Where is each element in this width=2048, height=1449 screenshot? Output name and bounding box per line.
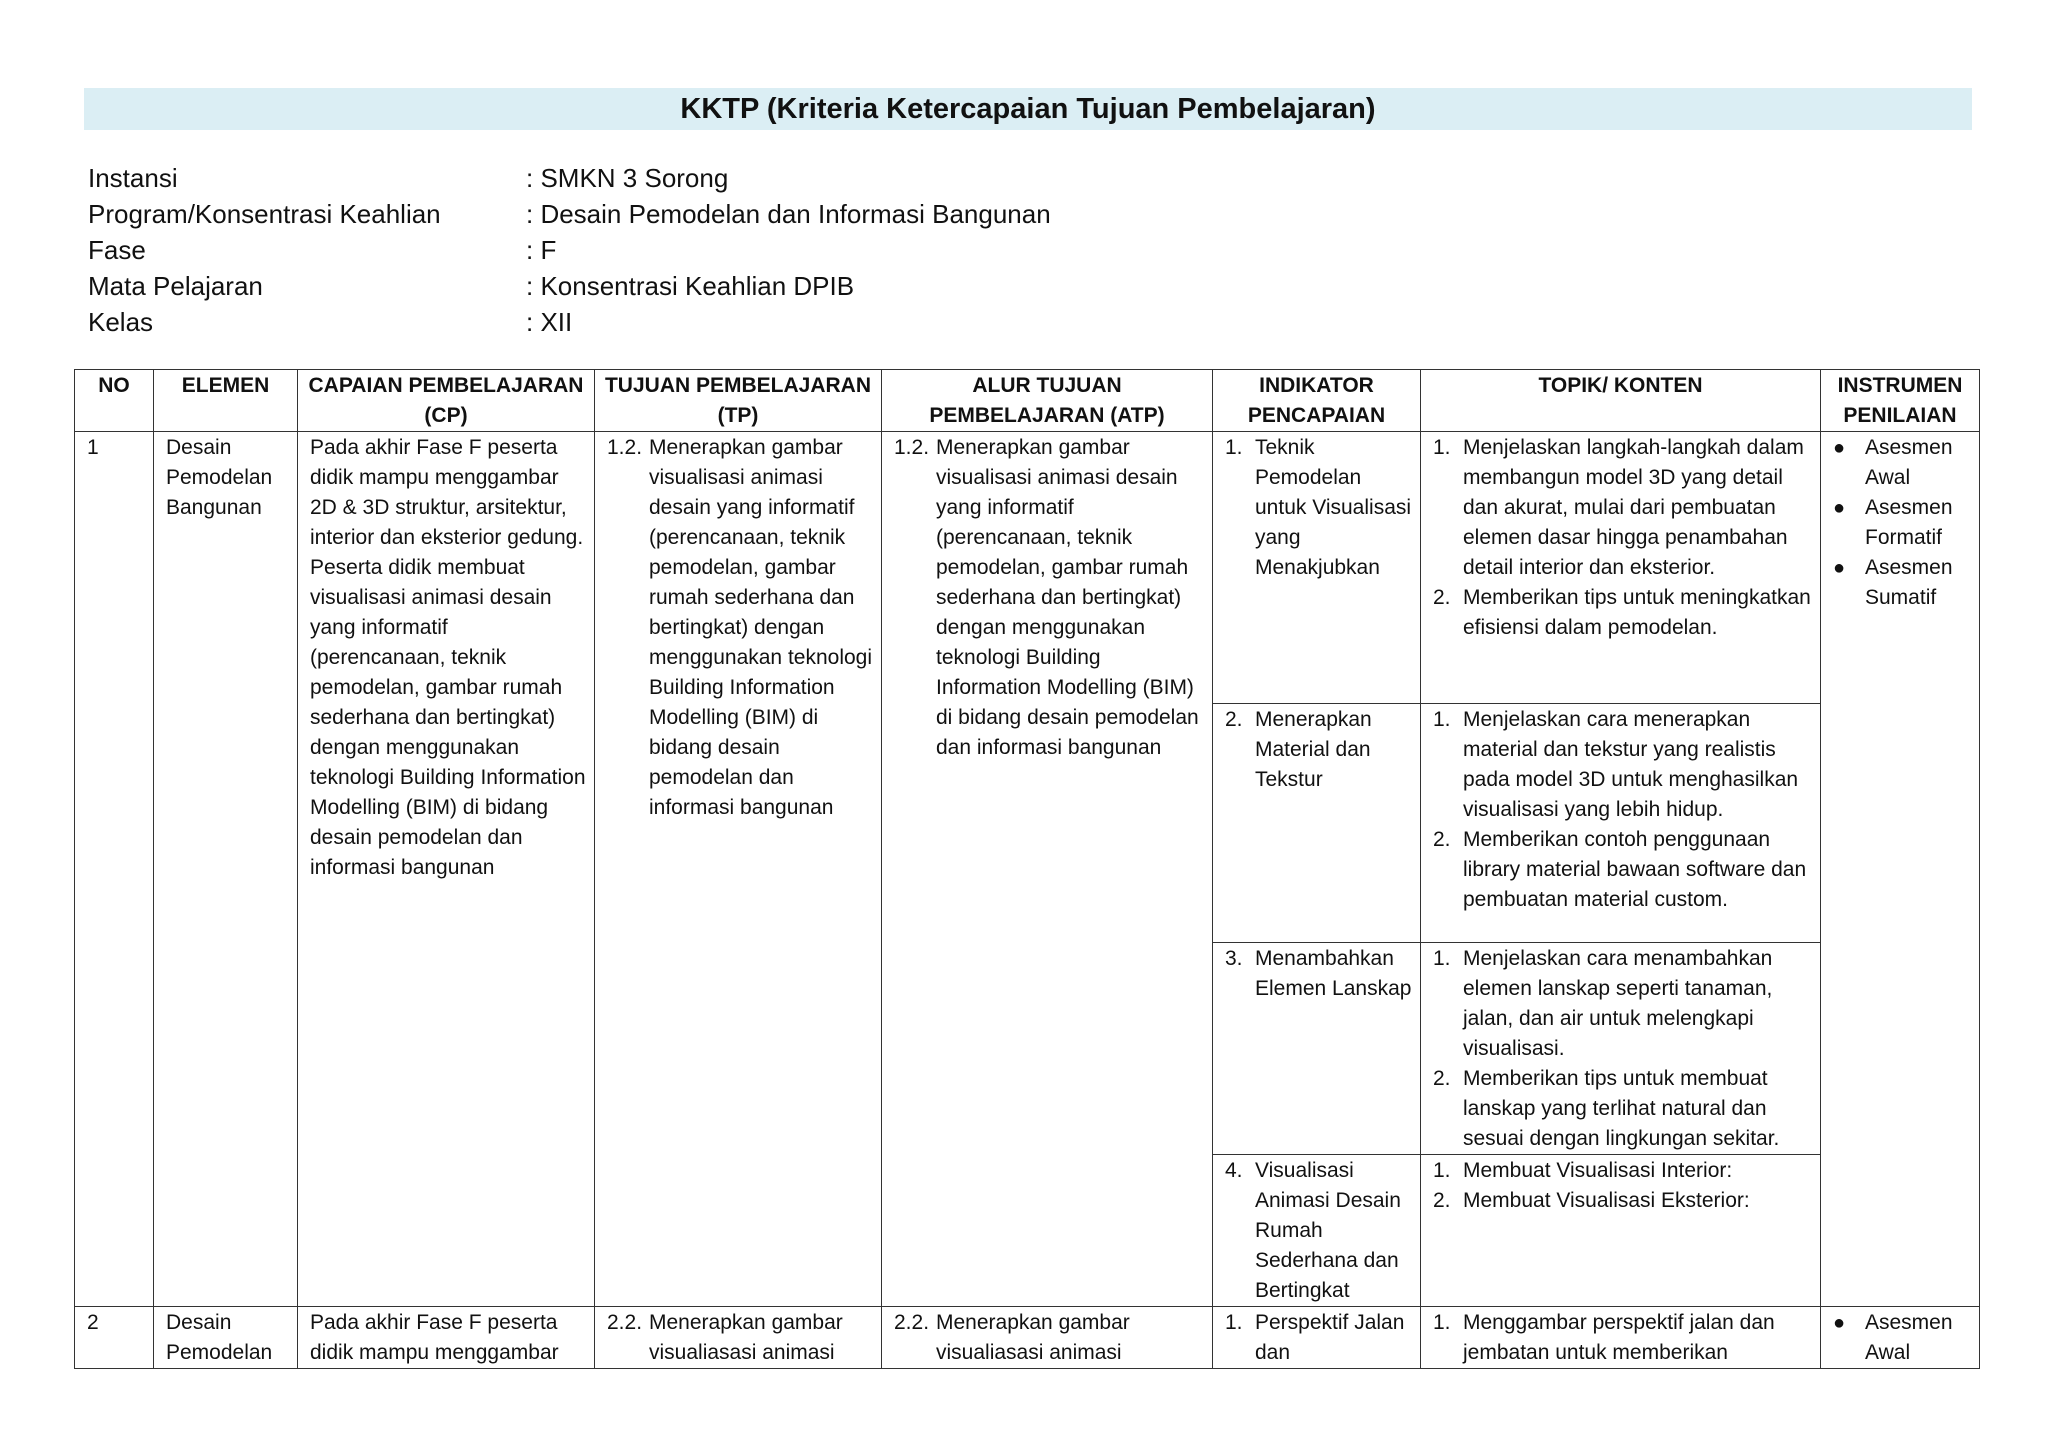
topik-list xyxy=(1433,1156,1812,1216)
list-item xyxy=(1833,433,1971,493)
list-item xyxy=(1225,1308,1412,1368)
cell-topik xyxy=(1421,1155,1821,1307)
list-text: Asesmen Awal xyxy=(1865,1311,1953,1364)
indikator-list xyxy=(1225,944,1412,1004)
info-row-mata-pelajaran xyxy=(88,268,1051,304)
header-indikator: INDIKATOR PENCAPAIAN xyxy=(1213,370,1421,432)
topik-list xyxy=(1433,1308,1812,1368)
list-item xyxy=(1833,553,1971,613)
atp-list xyxy=(894,433,1204,763)
list-item xyxy=(1433,1308,1812,1368)
list-text: Menerapkan gambar visualisasi animasi desain yang informatif (perencanaan, teknik pemodelan, gambar rumah sederhana dan bertingkat) dengan menggunakan teknologi Building Information Modelling (BIM) di bidang desain pemodelan dan informasi bangunan xyxy=(936,436,1199,759)
cell-elemen: Desain Pemodelan xyxy=(154,1307,298,1369)
list-item xyxy=(894,433,1204,763)
list-number: 1. xyxy=(1433,947,1451,970)
list-text: Menerapkan gambar visualiasasi animasi xyxy=(936,1311,1130,1364)
cell-indikator xyxy=(1213,432,1421,704)
info-row-fase xyxy=(88,232,1051,268)
cell-atp xyxy=(882,432,1213,1307)
list-number: 2.2. xyxy=(894,1311,930,1334)
tp-list xyxy=(607,433,873,823)
list-number: 1. xyxy=(1433,708,1451,731)
list-item xyxy=(1225,433,1412,583)
info-row-kelas xyxy=(88,304,1051,340)
info-value: : F xyxy=(526,235,557,265)
list-item xyxy=(1433,433,1812,583)
cell-cp: Pada akhir Fase F peserta didik mampu menggambar 2D & 3D struktur, arsitektur, interior dan eksterior gedung. Peserta didik membuat visualisasi animasi desain yang informatif (perencanaan, teknik pemodelan, gambar rumah sederhana dan bertingkat) dengan menggunakan teknologi Building Information Modelling (BIM) di bidang desain pemodelan dan informasi bangunan xyxy=(298,432,595,1307)
list-number: 1.2. xyxy=(607,436,643,459)
list-text: Menambahkan Elemen Lanskap xyxy=(1255,947,1412,1000)
list-item xyxy=(1225,944,1412,1004)
cell-elemen: Desain Pemodelan Bangunan xyxy=(154,432,298,1307)
list-item xyxy=(1433,583,1812,643)
cell-indikator xyxy=(1213,704,1421,943)
list-item xyxy=(1833,493,1971,553)
cell-tp xyxy=(595,432,882,1307)
list-item xyxy=(607,433,873,823)
list-item xyxy=(1225,1156,1412,1306)
topik-list xyxy=(1433,705,1812,915)
cell-topik xyxy=(1421,1307,1821,1369)
list-number: 2. xyxy=(1433,586,1451,609)
info-value: : XII xyxy=(526,307,573,337)
info-row-program xyxy=(88,196,1051,232)
list-number: 1. xyxy=(1225,1311,1243,1334)
list-number: 2. xyxy=(1433,1189,1451,1212)
list-text: Menerapkan gambar visualisasi animasi desain yang informatif (perencanaan, teknik pemodelan, gambar rumah sederhana dan bertingkat) dengan menggunakan teknologi Building Information Modelling (BIM) di bidang desain pemodelan dan informasi bangunan xyxy=(649,436,873,819)
indikator-list xyxy=(1225,1308,1412,1368)
header-topik: TOPIK/ KONTEN xyxy=(1421,370,1821,432)
bullet-icon: ● xyxy=(1833,497,1846,519)
cell-no: 1 xyxy=(75,432,154,1307)
list-number: 2. xyxy=(1433,1067,1451,1090)
list-item xyxy=(607,1308,873,1368)
list-number: 3. xyxy=(1225,947,1243,970)
cell-cp: Pada akhir Fase F peserta didik mampu menggambar xyxy=(298,1307,595,1369)
list-text: Asesmen Awal xyxy=(1865,436,1953,489)
instrumen-list xyxy=(1833,433,1971,613)
header-instrumen: INSTRUMEN PENILAIAN xyxy=(1821,370,1980,432)
bullet-icon: ● xyxy=(1833,437,1846,459)
list-text: Memberikan tips untuk meningkatkan efisiensi dalam pemodelan. xyxy=(1463,586,1811,639)
cell-topik xyxy=(1421,943,1821,1155)
kktp-table xyxy=(74,369,1980,1369)
document-title: KKTP (Kriteria Ketercapaian Tujuan Pembelajaran) xyxy=(84,88,1972,130)
list-text: Perspektif Jalan dan xyxy=(1255,1311,1405,1364)
list-number: 2. xyxy=(1433,828,1451,851)
list-text: Membuat Visualisasi Eksterior: xyxy=(1463,1189,1750,1212)
list-text: Menjelaskan cara menerapkan material dan tekstur yang realistis pada model 3D untuk menghasilkan visualisasi yang lebih hidup. xyxy=(1463,708,1799,821)
indikator-list xyxy=(1225,1156,1412,1306)
list-number: 1. xyxy=(1225,436,1243,459)
list-item xyxy=(1433,1064,1812,1154)
instrumen-list xyxy=(1833,1308,1971,1368)
header-atp: ALUR TUJUAN PEMBELAJARAN (ATP) xyxy=(882,370,1213,432)
list-item xyxy=(894,1308,1204,1368)
list-text: Asesmen Formatif xyxy=(1865,496,1953,549)
cell-no: 2 xyxy=(75,1307,154,1369)
list-text: Menjelaskan cara menambahkan elemen lanskap seperti tanaman, jalan, dan air untuk melengkapi visualisasi. xyxy=(1463,947,1773,1060)
list-number: 4. xyxy=(1225,1159,1243,1182)
info-block xyxy=(88,160,1051,340)
list-text: Visualisasi Animasi Desain Rumah Sederhana dan Bertingkat xyxy=(1255,1159,1401,1302)
list-item xyxy=(1433,1156,1812,1186)
list-item xyxy=(1433,944,1812,1064)
list-text: Memberikan tips untuk membuat lanskap yang terlihat natural dan sesuai dengan lingkungan sekitar. xyxy=(1463,1067,1780,1150)
cell-tp xyxy=(595,1307,882,1369)
list-text: Memberikan contoh penggunaan library material bawaan software dan pembuatan material custom. xyxy=(1463,828,1807,911)
list-number: 1. xyxy=(1433,1311,1451,1334)
info-label: Program/Konsentrasi Keahlian xyxy=(88,199,441,229)
header-elemen: ELEMEN xyxy=(154,370,298,432)
indikator-list xyxy=(1225,433,1412,583)
list-text: Menerapkan Material dan Tekstur xyxy=(1255,708,1372,791)
topik-list xyxy=(1433,433,1812,643)
list-item xyxy=(1225,705,1412,795)
cell-instrumen xyxy=(1821,432,1980,1307)
bullet-icon: ● xyxy=(1833,557,1846,579)
header-cp: CAPAIAN PEMBELAJARAN (CP) xyxy=(298,370,595,432)
info-label: Instansi xyxy=(88,163,178,193)
info-row-instansi xyxy=(88,160,1051,196)
info-label: Mata Pelajaran xyxy=(88,271,263,301)
cell-indikator xyxy=(1213,1155,1421,1307)
list-number: 2.2. xyxy=(607,1311,643,1334)
atp-list xyxy=(894,1308,1204,1368)
list-text: Asesmen Sumatif xyxy=(1865,556,1953,609)
list-number: 1.2. xyxy=(894,436,930,459)
table-header-row xyxy=(75,370,1980,432)
list-number: 1. xyxy=(1433,436,1451,459)
cell-topik xyxy=(1421,432,1821,704)
cell-indikator xyxy=(1213,943,1421,1155)
topik-list xyxy=(1433,944,1812,1154)
info-value: : Konsentrasi Keahlian DPIB xyxy=(526,271,855,301)
header-no: NO xyxy=(75,370,154,432)
info-label: Fase xyxy=(88,235,146,265)
list-text: Menerapkan gambar visualiasasi animasi xyxy=(649,1311,843,1364)
list-item xyxy=(1433,1186,1812,1216)
cell-topik xyxy=(1421,704,1821,943)
bullet-icon: ● xyxy=(1833,1312,1846,1334)
info-label: Kelas xyxy=(88,307,154,337)
list-number: 2. xyxy=(1225,708,1243,731)
list-number: 1. xyxy=(1433,1159,1451,1182)
info-value: : SMKN 3 Sorong xyxy=(526,163,729,193)
table-row xyxy=(75,1307,1980,1369)
list-text: Menggambar perspektif jalan dan jembatan untuk memberikan xyxy=(1463,1311,1775,1364)
list-item xyxy=(1433,705,1812,825)
indikator-list xyxy=(1225,705,1412,795)
list-text: Membuat Visualisasi Interior: xyxy=(1463,1159,1733,1182)
info-value: : Desain Pemodelan dan Informasi Bangunan xyxy=(526,199,1051,229)
list-text: Menjelaskan langkah-langkah dalam membangun model 3D yang detail dan akurat, mulai dari pembuatan elemen dasar hingga penambahan detail interior dan eksterior. xyxy=(1463,436,1804,579)
list-item xyxy=(1433,825,1812,915)
list-text: Teknik Pemodelan untuk Visualisasi yang Menakjubkan xyxy=(1255,436,1412,579)
tp-list xyxy=(607,1308,873,1368)
list-item xyxy=(1833,1308,1971,1368)
cell-instrumen xyxy=(1821,1307,1980,1369)
header-tp: TUJUAN PEMBELAJARAN (TP) xyxy=(595,370,882,432)
cell-indikator xyxy=(1213,1307,1421,1369)
cell-atp xyxy=(882,1307,1213,1369)
table-row xyxy=(75,432,1980,704)
